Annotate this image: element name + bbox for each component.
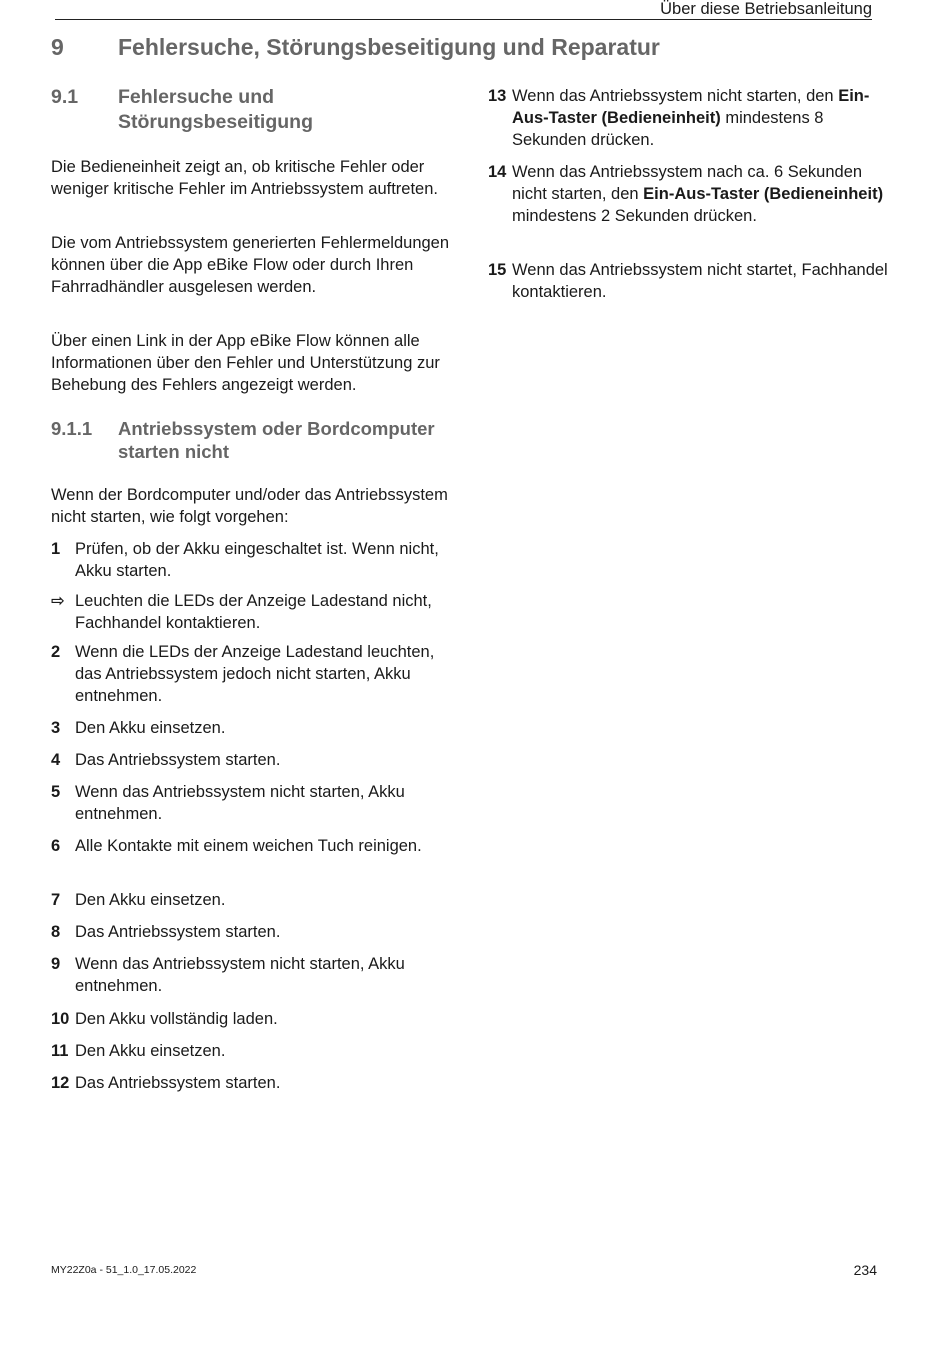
step-number: 14 [488, 163, 507, 181]
step-number: 7 [51, 891, 61, 909]
step-text: Den Akku einsetzen. [75, 719, 226, 737]
step-text: Den Akku einsetzen. [75, 1042, 226, 1060]
list-item [51, 1040, 451, 1062]
step-text: Wenn das Antriebssystem nicht startet, Fachhandel kontaktieren. [512, 261, 888, 301]
step-number: 3 [51, 719, 61, 737]
step-number: 12 [51, 1074, 70, 1092]
step-text: Das Antriebssystem starten. [75, 1074, 281, 1092]
step-number: 6 [51, 837, 61, 855]
step-number: 8 [51, 923, 61, 941]
list-item [51, 835, 451, 857]
header-rule [55, 19, 872, 20]
result-arrow-icon: ⇨ [51, 592, 65, 610]
step-number: 13 [488, 87, 507, 105]
subsection-title: Antriebssystem oder Bordcomputer starten nicht [118, 418, 435, 462]
section-heading [51, 85, 378, 134]
list-item [488, 161, 888, 227]
running-header: Über diese Betriebsanleitung [660, 0, 872, 18]
list-item [51, 889, 451, 911]
list-item [51, 538, 451, 582]
step-number: 11 [51, 1042, 69, 1060]
step-text: Wenn das Antriebssystem nicht starten, den Ein-Aus-Taster (Bedieneinheit) mindestens 8 Sekunden drücken. [512, 87, 870, 149]
subsection-number: 9.1.1 [51, 418, 93, 439]
step-text: Den Akku einsetzen. [75, 891, 226, 909]
list-item [51, 1008, 451, 1030]
section-title: Fehlersuche und Störungsbeseitigung [118, 86, 313, 133]
chapter-heading [51, 33, 660, 61]
step-number: 10 [51, 1010, 70, 1028]
step-number: 2 [51, 643, 61, 661]
step-text: Wenn die LEDs der Anzeige Ladestand leuchten, das Antriebssystem jedoch nicht starten, Akku entnehmen. [75, 643, 435, 705]
list-item [51, 921, 451, 943]
step-number: 1 [51, 540, 61, 558]
intro-paragraph: Die vom Antriebssystem generierten Fehlermeldungen können über die App eBike Flow oder durch Ihren Fahrradhändler ausgelesen werden. [51, 234, 450, 296]
subsection-heading [51, 418, 448, 463]
step-number: 4 [51, 751, 61, 769]
step-text: Wenn das Antriebssystem nicht starten, Akku entnehmen. [75, 955, 405, 995]
chapter-title: Fehlersuche, Störungsbeseitigung und Reparatur [118, 34, 660, 60]
step-text: Das Antriebssystem starten. [75, 751, 281, 769]
step-text: Alle Kontakte mit einem weichen Tuch reinigen. [75, 837, 422, 855]
list-item [488, 259, 888, 303]
section-number: 9.1 [51, 86, 79, 108]
step-text: Wenn das Antriebssystem nach ca. 6 Sekunden nicht starten, den Ein-Aus-Taster (Bedieneinheit) mindestens 2 Sekunden drücken. [512, 163, 884, 225]
step-number: 9 [51, 955, 61, 973]
step-number: 5 [51, 783, 61, 801]
subsection-intro: Wenn der Bordcomputer und/oder das Antriebssystem nicht starten, wie folgt vorgehen: [51, 486, 448, 526]
list-item [51, 641, 451, 707]
list-item [51, 717, 451, 739]
list-item [51, 781, 451, 825]
step-text: Das Antriebssystem starten. [75, 923, 281, 941]
document-id: MY22Z0a - 51_1.0_17.05.2022 [51, 1264, 197, 1276]
step-text: Leuchten die LEDs der Anzeige Ladestand nicht, Fachhandel kontaktieren. [75, 592, 432, 632]
key-name: Ein-Aus-Taster (Bedieneinheit) [512, 87, 870, 127]
step-text: Wenn das Antriebssystem nicht starten, Akku entnehmen. [75, 783, 405, 823]
list-item [51, 590, 451, 634]
list-item [51, 953, 451, 997]
intro-paragraph: Über einen Link in der App eBike Flow können alle Informationen über den Fehler und Unterstützung zur Behebung des Fehlers angezeigt werden. [51, 332, 440, 394]
step-text: Prüfen, ob der Akku eingeschaltet ist. Wenn nicht, Akku starten. [75, 540, 439, 580]
step-number: 15 [488, 261, 507, 279]
step-text: Den Akku vollständig laden. [75, 1010, 278, 1028]
list-item [51, 749, 451, 771]
list-item [488, 85, 888, 151]
intro-paragraph: Die Bedieneinheit zeigt an, ob kritische Fehler oder weniger kritische Fehler im Antriebssystem auftreten. [51, 158, 438, 198]
key-name: Ein-Aus-Taster (Bedieneinheit) [643, 185, 884, 203]
chapter-number: 9 [51, 34, 64, 60]
list-item [51, 1072, 451, 1094]
page-number: 234 [853, 1262, 877, 1278]
